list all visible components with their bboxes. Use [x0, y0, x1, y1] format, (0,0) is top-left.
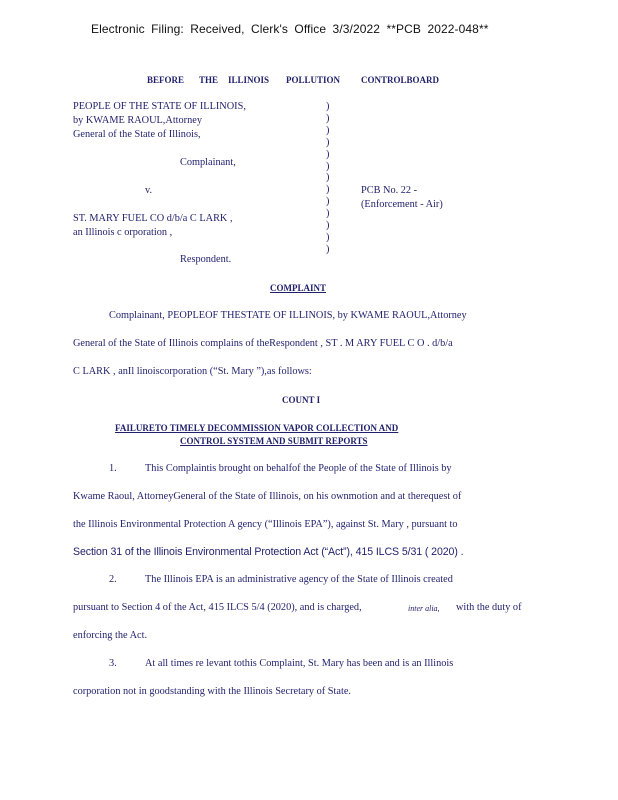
intro-line: General of the State of Illinois complains of theRespondent , ST . M ARY FUEL C O . d/b/a	[73, 338, 453, 349]
filing-stamp: Electronic Filing: Received, Clerk's Office 3/3/2022 **PCB 2022-048**	[91, 22, 489, 36]
bracket-mark: )	[326, 101, 330, 112]
count-title-line: CONTROL SYSTEM AND SUBMIT REPORTS	[180, 436, 368, 446]
board-title-word: CONTROLBOARD	[361, 75, 440, 85]
paragraph-line: This Complaintis brought on behalfof the People of the State of Illinois by	[145, 463, 452, 474]
versus-label: v.	[145, 185, 153, 196]
paragraph-line: the Illinois Environmental Protection A gency (“Illinois EPA”), against St. Mary , pursuant to	[73, 519, 458, 530]
complainant-line: General of the State of Illinois,	[73, 129, 201, 140]
paragraph-italic: inter alia,	[408, 604, 440, 613]
bracket-mark: )	[326, 148, 330, 160]
case-number: PCB No. 22 -	[361, 185, 418, 196]
bracket-mark: )	[326, 208, 330, 220]
paragraph-line: The Illinois EPA is an administrative agency of the State of Illinois created	[145, 574, 453, 585]
paragraph-line: Kwame Raoul, AttorneyGeneral of the State of Illinois, on his ownmotion and at therequest of	[73, 491, 462, 502]
paragraph-number: 3.	[109, 658, 117, 669]
board-title-word: POLLUTION	[286, 75, 341, 85]
bracket-mark: )	[326, 231, 330, 243]
bracket-mark: )	[326, 243, 330, 255]
respondent-role: Respondent.	[180, 254, 232, 265]
bracket-mark: )	[326, 112, 330, 124]
complaint-heading: COMPLAINT	[270, 283, 326, 293]
case-type: (Enforcement - Air)	[361, 199, 443, 210]
count-heading: COUNT I	[282, 395, 321, 405]
respondent-line: an Illinois c orporation ,	[73, 227, 173, 238]
paragraph-line: Section 31 of the Illinois Environmental Protection Act (“Act”), 415 ILCS 5/31 ( 2020) .	[73, 546, 464, 558]
board-title-word: BEFORE	[147, 75, 185, 85]
paragraph-line: pursuant to Section 4 of the Act, 415 ILCS 5/4 (2020), and is charged,	[73, 602, 362, 613]
bracket-mark: )	[326, 184, 330, 196]
paragraph-number: 2.	[109, 574, 117, 585]
bracket-mark: )	[326, 136, 330, 148]
caption-brackets	[326, 101, 329, 256]
paragraph-line: At all times re levant tothis Complaint, St. Mary has been and is an Illinois	[145, 658, 454, 669]
board-title-word: THE	[199, 75, 219, 85]
board-title-word: ILLINOIS	[228, 75, 270, 85]
complainant-line: PEOPLE OF THE STATE OF ILLINOIS,	[73, 101, 246, 112]
complainant-role: Complainant,	[180, 157, 236, 168]
respondent-line: ST. MARY FUEL CO d/b/a C LARK ,	[73, 213, 233, 224]
complainant-line: by KWAME RAOUL,Attorney	[73, 115, 202, 126]
bracket-mark: )	[326, 196, 330, 208]
bracket-mark: )	[326, 124, 330, 136]
paragraph-number: 1.	[109, 463, 117, 474]
bracket-mark: )	[326, 220, 330, 232]
paragraph-line: corporation not in goodstanding with the Illinois Secretary of State.	[73, 686, 351, 697]
paragraph-line: with the duty of	[456, 602, 522, 613]
paragraph-line: enforcing the Act.	[73, 630, 148, 641]
bracket-mark: )	[326, 172, 330, 184]
intro-line: Complainant, PEOPLEOF THESTATE OF ILLINOIS, by KWAME RAOUL,Attorney	[109, 310, 467, 321]
bracket-mark: )	[326, 160, 330, 172]
intro-line: C LARK , anIl linoiscorporation (“St. Mary ”),as follows:	[73, 366, 312, 377]
count-title-line: FAILURETO TIMELY DECOMMISSION VAPOR COLLECTION AND	[115, 423, 399, 433]
